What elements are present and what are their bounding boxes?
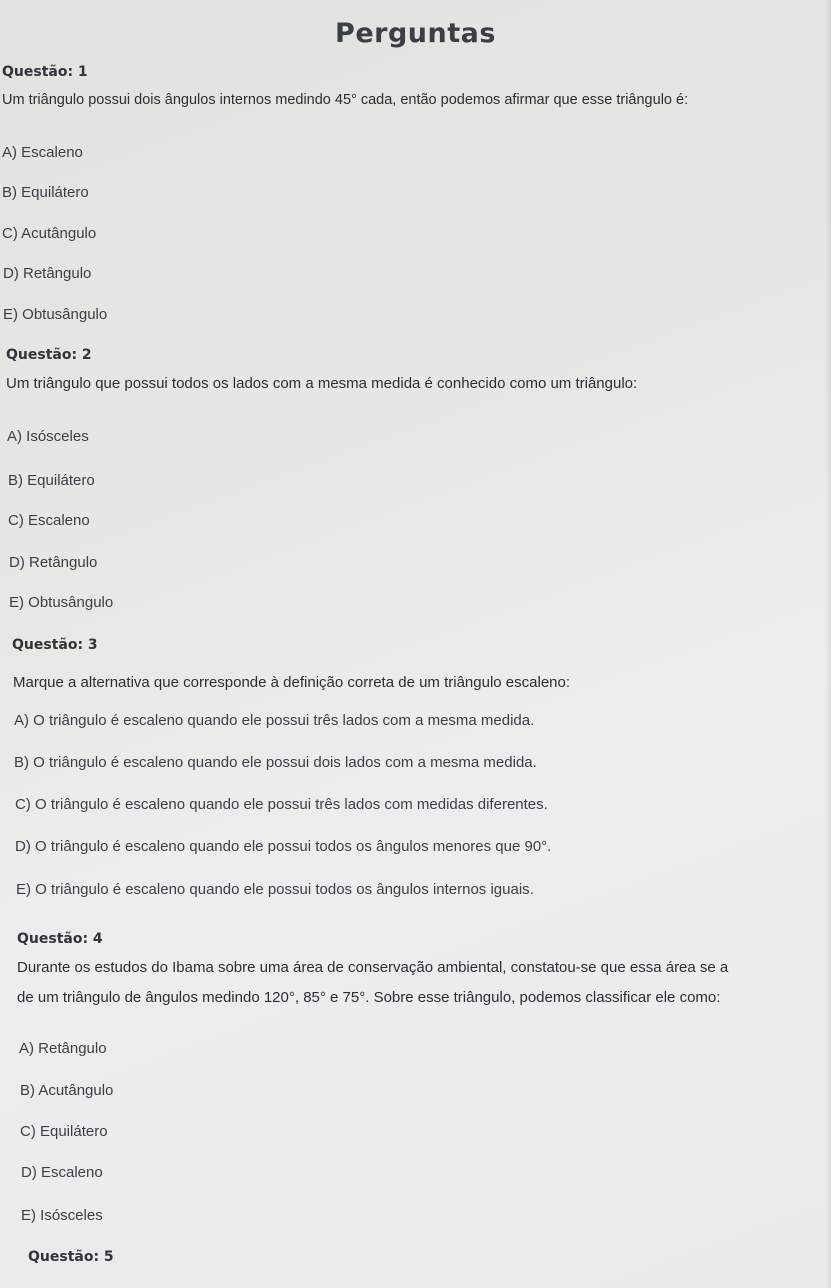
question-4-option-d[interactable]: D) Escaleno — [21, 1164, 103, 1181]
question-3-option-d[interactable]: D) O triângulo é escaleno quando ele possui todos os ângulos menores que 90°. — [15, 838, 552, 855]
question-1-option-e[interactable]: E) Obtusângulo — [3, 306, 108, 323]
question-1-text: Um triângulo possui dois ângulos internos medindo 45° cada, então podemos afirmar que esse triângulo é: — [2, 92, 689, 108]
question-5-heading: Questão: 5 — [28, 1249, 114, 1265]
question-2-option-b[interactable]: B) Equilátero — [8, 472, 95, 489]
question-2-option-a[interactable]: A) Isósceles — [7, 428, 89, 445]
question-4-text-line-1: Durante os estudos do Ibama sobre uma área de conservação ambiental, constatou-se que essa área se a — [17, 959, 729, 976]
question-1-option-b[interactable]: B) Equilátero — [2, 184, 89, 201]
question-1-option-a[interactable]: A) Escaleno — [2, 144, 83, 161]
question-3-text: Marque a alternativa que corresponde à definição correta de um triângulo escaleno: — [13, 674, 571, 691]
question-2-option-c[interactable]: C) Escaleno — [8, 512, 90, 529]
question-4-text-line-2: de um triângulo de ângulos medindo 120°, 85° e 75°. Sobre esse triângulo, podemos classificar ele como: — [17, 989, 721, 1006]
question-1-option-c[interactable]: C) Acutângulo — [2, 225, 97, 242]
question-3-option-e[interactable]: E) O triângulo é escaleno quando ele possui todos os ângulos internos iguais. — [16, 881, 534, 898]
question-3-heading: Questão: 3 — [12, 637, 98, 653]
page-title: Perguntas — [335, 18, 496, 49]
question-4-heading: Questão: 4 — [17, 931, 103, 947]
question-2-heading: Questão: 2 — [6, 347, 92, 363]
question-4-option-c[interactable]: C) Equilátero — [20, 1123, 108, 1140]
question-2-option-d[interactable]: D) Retângulo — [9, 554, 98, 571]
question-1-option-d[interactable]: D) Retângulo — [3, 265, 92, 282]
question-1-heading: Questão: 1 — [2, 64, 88, 80]
paper-edge-shadow — [825, 0, 831, 1288]
question-4-option-a[interactable]: A) Retângulo — [19, 1040, 107, 1057]
question-4-option-e[interactable]: E) Isósceles — [21, 1207, 103, 1224]
question-4-option-b[interactable]: B) Acutângulo — [20, 1082, 114, 1099]
question-2-text: Um triângulo que possui todos os lados com a mesma medida é conhecido como um triângulo: — [6, 375, 638, 392]
question-3-option-b[interactable]: B) O triângulo é escaleno quando ele possui dois lados com a mesma medida. — [14, 754, 537, 771]
question-3-option-a[interactable]: A) O triângulo é escaleno quando ele possui três lados com a mesma medida. — [14, 712, 535, 729]
question-2-option-e[interactable]: E) Obtusângulo — [9, 594, 114, 611]
question-3-option-c[interactable]: C) O triângulo é escaleno quando ele possui três lados com medidas diferentes. — [15, 796, 548, 813]
